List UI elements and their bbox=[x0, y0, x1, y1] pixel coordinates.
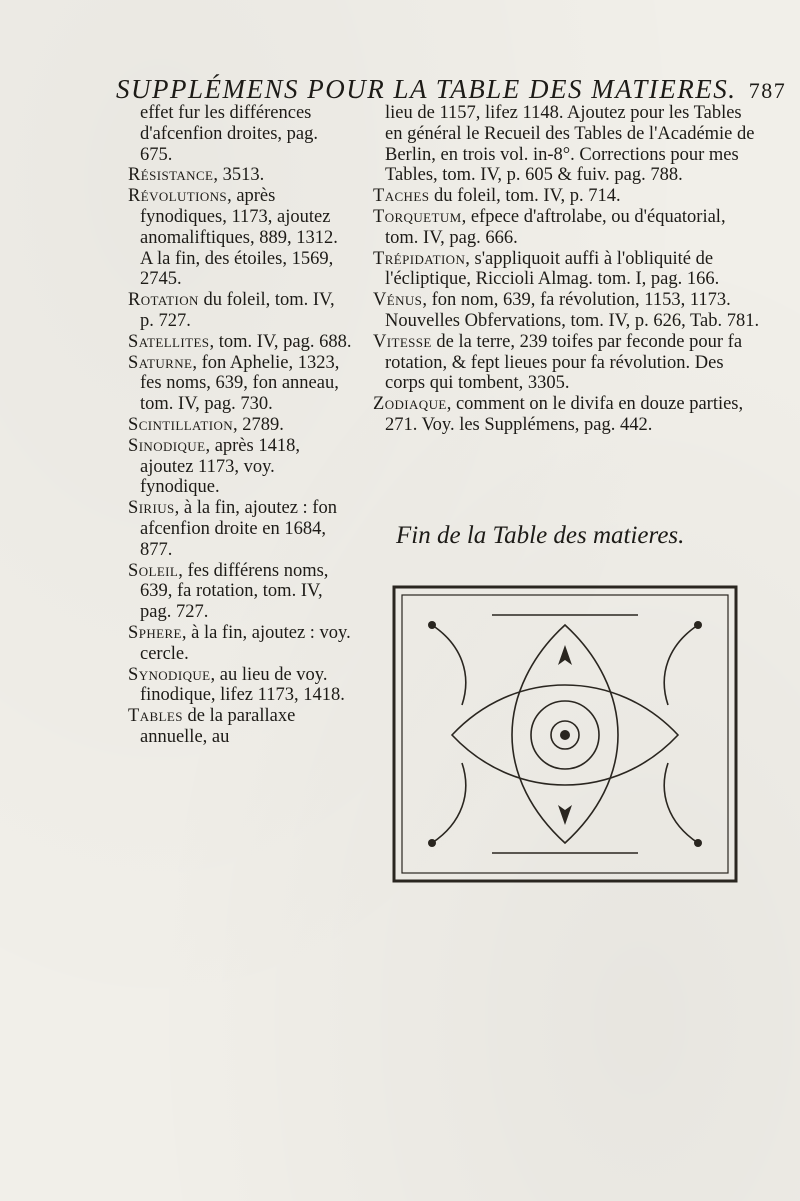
index-entry bbox=[373, 332, 763, 394]
index-text: , après 1418, ajoutez 1173, voy. fynodique. bbox=[140, 435, 300, 498]
index-term: Scintillation bbox=[128, 414, 234, 435]
index-term: Saturne bbox=[128, 352, 193, 373]
index-entry bbox=[373, 207, 763, 249]
index-term: Sirius bbox=[128, 498, 175, 519]
index-entry bbox=[128, 706, 352, 748]
left-column bbox=[128, 103, 352, 748]
index-term: Vitesse bbox=[373, 331, 432, 352]
index-term: Taches bbox=[373, 186, 430, 207]
index-text: de la parallaxe annuelle, au bbox=[140, 706, 296, 747]
index-term: Tables bbox=[128, 706, 183, 727]
index-entry bbox=[128, 561, 352, 623]
index-entry bbox=[373, 249, 763, 291]
index-entry bbox=[128, 415, 352, 436]
page-number: 787 bbox=[748, 78, 787, 103]
index-text: du foleil, tom. IV, p. 714. bbox=[429, 186, 621, 207]
index-text: , 3513. bbox=[213, 165, 265, 186]
index-entry bbox=[128, 290, 352, 332]
index-entry bbox=[373, 290, 763, 332]
index-text: , à la fin, ajoutez : voy. cercle. bbox=[140, 622, 351, 664]
index-text: , fon Aphelie, 1323, fes noms, 639, fon anneau, tom. IV, pag. 730. bbox=[140, 352, 340, 415]
closing-line: Fin de la Table des matieres. bbox=[396, 522, 685, 549]
index-text: effet fur les différences d'afcenfion droites, pag. 675. bbox=[140, 103, 318, 165]
index-entry bbox=[128, 665, 352, 707]
running-header bbox=[116, 74, 796, 106]
index-term: Zodiaque bbox=[373, 394, 447, 415]
header-title: SUPPLÉMENS POUR LA TABLE DES MATIERES. bbox=[116, 74, 737, 104]
index-text: , s'appliquoit auffi à l'obliquité de l'écliptique, Riccioli Almag. tom. I, pag. 166. bbox=[385, 248, 720, 290]
index-text: , tom. IV, pag. 688. bbox=[209, 331, 352, 352]
index-entry bbox=[128, 165, 352, 186]
index-term: Satellites bbox=[128, 331, 210, 352]
index-text: , 2789. bbox=[233, 414, 284, 435]
index-entry bbox=[128, 623, 352, 665]
index-term: Torquetum bbox=[373, 206, 462, 227]
index-text: du foleil, tom. IV, p. 727. bbox=[140, 290, 335, 331]
index-term: Révolutions bbox=[128, 186, 228, 207]
index-entry bbox=[128, 332, 352, 353]
index-term: Soleil bbox=[128, 560, 179, 581]
index-term: Résistance bbox=[128, 165, 214, 186]
index-entry bbox=[128, 498, 352, 560]
index-entry bbox=[128, 186, 352, 290]
index-text: , après fynodiques, 1173, ajoutez anomaliftiques, 889, 1312. A la fin, des étoiles, 1569, 2745. bbox=[140, 186, 338, 290]
index-text: lieu de 1157, lifez 1148. Ajoutez pour les Tables en général le Recueil des Tables de l'Académie de Berlin, en trois vol. in-8°. Corrections pour mes Tables, tom. IV, p. 605 & fuiv. pag. 788. bbox=[385, 103, 755, 186]
index-term: Synodique bbox=[128, 664, 211, 685]
index-text: , au lieu de voy. finodique, lifez 1173, 1418. bbox=[140, 664, 345, 706]
index-term: Vénus bbox=[373, 290, 423, 311]
index-entry bbox=[373, 186, 763, 207]
index-term: Trépidation bbox=[373, 248, 466, 269]
index-entry bbox=[373, 103, 763, 186]
index-text: , efpece d'aftrolabe, ou d'équatorial, tom. IV, pag. 666. bbox=[385, 206, 726, 248]
index-entry bbox=[128, 353, 352, 415]
index-text: , fes différens noms, 639, fa rotation, tom. IV, pag. 727. bbox=[140, 560, 329, 623]
index-text: , à la fin, ajoutez : fon afcenfion droite en 1684, 877. bbox=[140, 498, 337, 560]
index-term: Sinodique bbox=[128, 435, 206, 456]
index-text: , fon nom, 639, fa révolution, 1153, 1173. Nouvelles Obfervations, tom. IV, p. 626, Tab. 781. bbox=[385, 290, 760, 331]
index-entry bbox=[373, 394, 763, 436]
index-term: Sphere bbox=[128, 622, 182, 643]
index-entry bbox=[128, 103, 352, 165]
index-text: , comment on le divifa en douze parties, 271. Voy. les Supplémens, pag. 442. bbox=[385, 394, 744, 435]
ornamental-vignette bbox=[392, 585, 738, 883]
right-column bbox=[373, 103, 763, 436]
index-text: de la terre, 239 toifes par feconde pour fa rotation, & fept lieues pour fa révolution. Des corps qui tombent, 3305. bbox=[385, 331, 743, 394]
index-term: Rotation bbox=[128, 290, 199, 311]
index-entry bbox=[128, 436, 352, 498]
